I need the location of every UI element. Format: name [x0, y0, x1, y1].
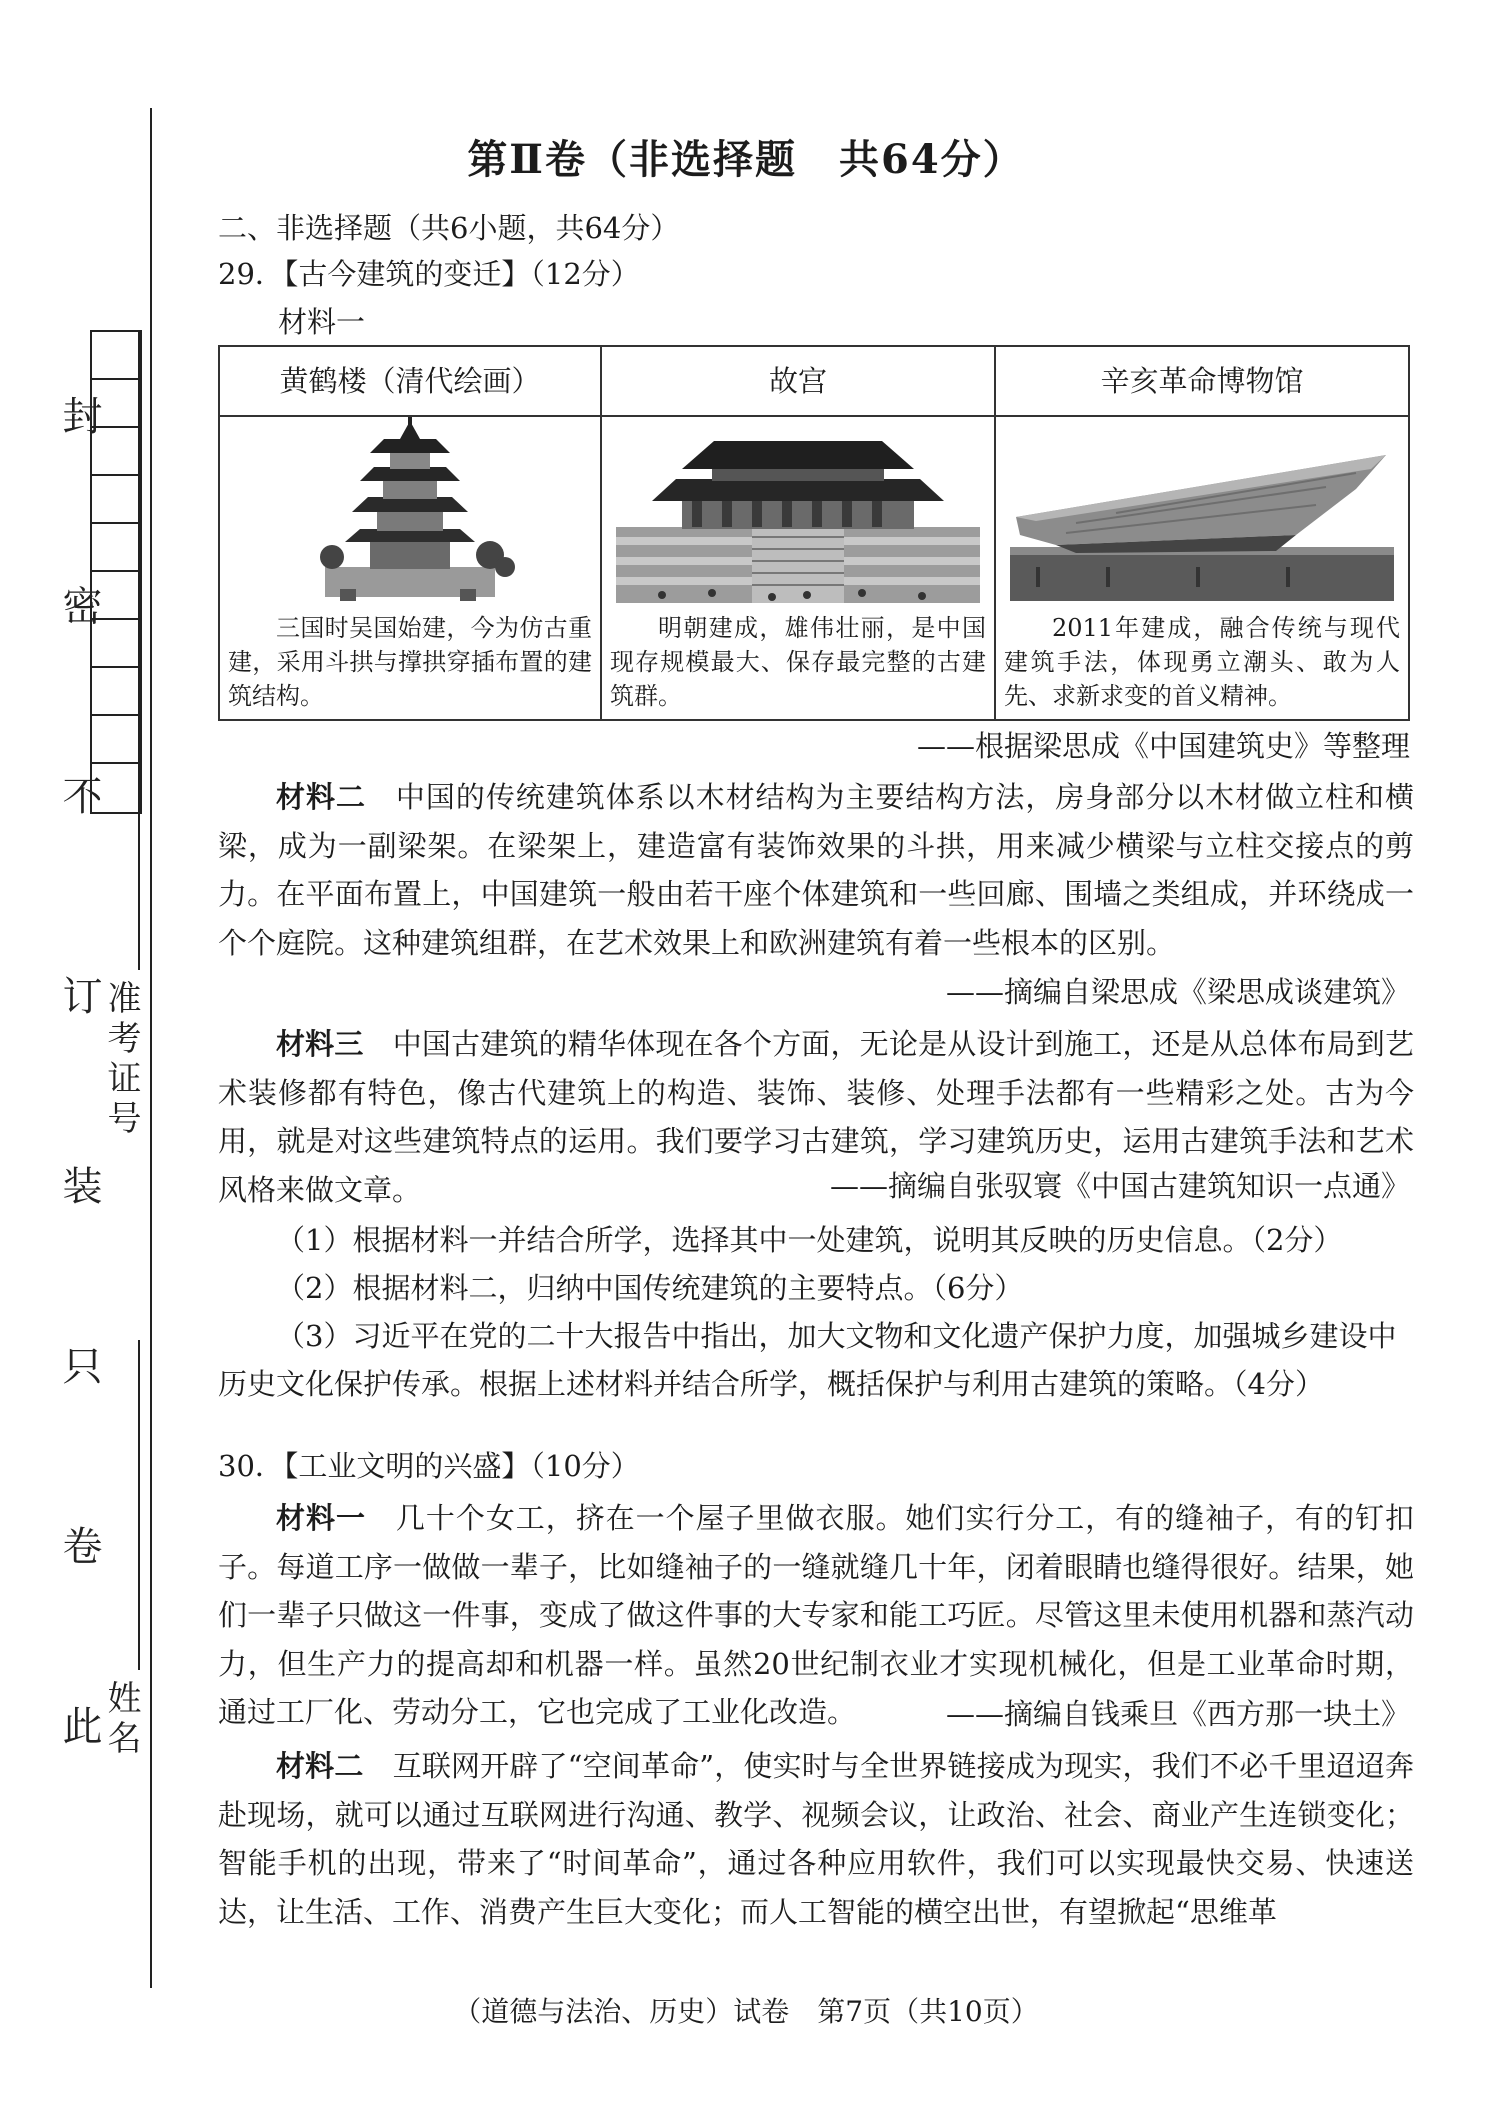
seal-char: 卷: [56, 1525, 102, 1565]
pagoda-picture: [220, 417, 600, 607]
material-text: 互联网开辟了“空间革命”，使实时与全世界链接成为现实，我们不必千里迢迢奔赴现场，就可以通过互联网进行沟通、教学、视频会议，让政治、社会、商业产生连锁变化；智能手机的出现，带来了“时间革命”，通过各种应用软件，我们可以实现最快交易、快速送达，让生活、工作、消费产生巨大变化；而人工智能的横空出世，有望掀起“思维革: [218, 1749, 1414, 1929]
seal-char: 密: [56, 585, 102, 625]
seal-char: 只: [56, 1345, 102, 1385]
q30-material2: [218, 1742, 1414, 1936]
q29-material1-source: ——根据梁思成《中国建筑史》等整理: [916, 729, 1410, 763]
exam-id-boxes[interactable]: [90, 330, 142, 814]
material-text: 中国的传统建筑体系以木材结构为主要结构方法，房身部分以木材做立柱和横梁，成为一副梁架。在梁架上，建造富有装饰效果的斗拱，用来减少横梁与立柱交接点的剪力。在平面布置上，中国建筑一般由若干座个体建筑和一些回廊、围墙之类组成，并环绕成一个个庭院。这种建筑组群，在艺术效果上和欧洲建筑有着一些根本的区别。: [218, 780, 1414, 960]
binding-line: [150, 108, 152, 1988]
material-label: 材料一: [276, 1501, 366, 1535]
q29-heading: 29．【古今建筑的变迁】（12分）: [218, 257, 640, 291]
table-caption: 2011年建成，融合传统与现代建筑手法，体现勇立潮头、敢为人先、求新求变的首义精神。: [1004, 614, 1400, 710]
table-header-cell: 黄鹤楼（清代绘画）: [279, 364, 541, 398]
seal-char: 订: [56, 975, 102, 1015]
page-footer: （道德与法治、历史）试卷 第7页（共10页）: [453, 1995, 1039, 2028]
table-header-cell: 辛亥革命博物馆: [1100, 364, 1304, 398]
q29-material1-label: 材料一: [278, 305, 366, 339]
section-heading: 二、非选择题（共6小题，共64分）: [218, 211, 680, 245]
q29-sub-question: （3）习近平在党的二十大报告中指出，加大文物和文化遗产保护力度，加强城乡建设中历史文化保护传承。根据上述材料并结合所学，概括保护与利用古建筑的策略。（4分）: [218, 1319, 1397, 1401]
q30-heading: 30．【工业文明的兴盛】（10分）: [218, 1449, 640, 1483]
q30-material1-source: ——摘编自钱乘旦《西方那一块土》: [945, 1697, 1410, 1731]
material-text: 中国古建筑的精华体现在各个方面，无论是从设计到施工，还是从总体布局到艺术装修都有特色，像古代建筑上的构造、装饰、装修、处理手法都有一些精彩之处。古为今用，就是对这些建筑特点的运用。我们要学习古建筑，学习建筑历史，运用古建筑手法和艺术风格来做文章。: [218, 1027, 1414, 1207]
name-field-line[interactable]: [138, 1340, 140, 1670]
seal-char: 此: [56, 1705, 102, 1745]
museum-picture: [996, 417, 1408, 607]
material-label: 材料三: [276, 1027, 364, 1061]
material-label: 材料二: [276, 1749, 364, 1783]
name-label: 姓名: [101, 1680, 141, 1760]
seal-char: 封: [56, 395, 102, 435]
exam-title: 第Ⅱ卷（非选择题 共64分）: [467, 136, 1025, 183]
q29-sub-question: （1）根据材料一并结合所学，选择其中一处建筑，说明其反映的历史信息。（2分）: [276, 1223, 1343, 1257]
q29-material2: [218, 773, 1414, 967]
q29-sub-question: （2）根据材料二，归纳中国传统建筑的主要特点。（6分）: [276, 1271, 1024, 1305]
building-table: [218, 345, 1410, 721]
table-caption: 明朝建成，雄伟壮丽，是中国现存规模最大、保存最完整的古建筑群。: [610, 614, 986, 710]
table-caption: 三国时吴国始建，今为仿古重建，采用斗拱与撑拱穿插布置的建筑结构。: [228, 614, 592, 710]
q29-material2-source: ——摘编自梁思成《梁思成谈建筑》: [945, 975, 1410, 1009]
palace-picture: [602, 417, 994, 607]
material-text: 几十个女工，挤在一个屋子里做衣服。她们实行分工，有的缝袖子，有的钉扣子。每道工序一做做一辈子，比如缝袖子的一缝就缝几十年，闭着眼睛也缝得很好。结果，她们一辈子只做这一件事，变成了做这件事的大专家和能工巧匠。尽管这里未使用机器和蒸汽动力，但生产力的提高却和机器一样。虽然20世纪制衣业才实现机械化，但是工业革命时期，通过工厂化、劳动分工，它也完成了工业化改造。: [218, 1501, 1414, 1729]
seal-char: 装: [56, 1165, 102, 1205]
table-header-cell: 故宫: [768, 364, 827, 398]
q29-material3-source: ——摘编自张驭寰《中国古建筑知识一点通》: [829, 1169, 1410, 1203]
exam-id-label: 准考证号: [101, 980, 141, 1140]
exam-id-line: [138, 330, 140, 970]
material-label: 材料二: [276, 780, 366, 814]
seal-char: 不: [56, 775, 102, 815]
